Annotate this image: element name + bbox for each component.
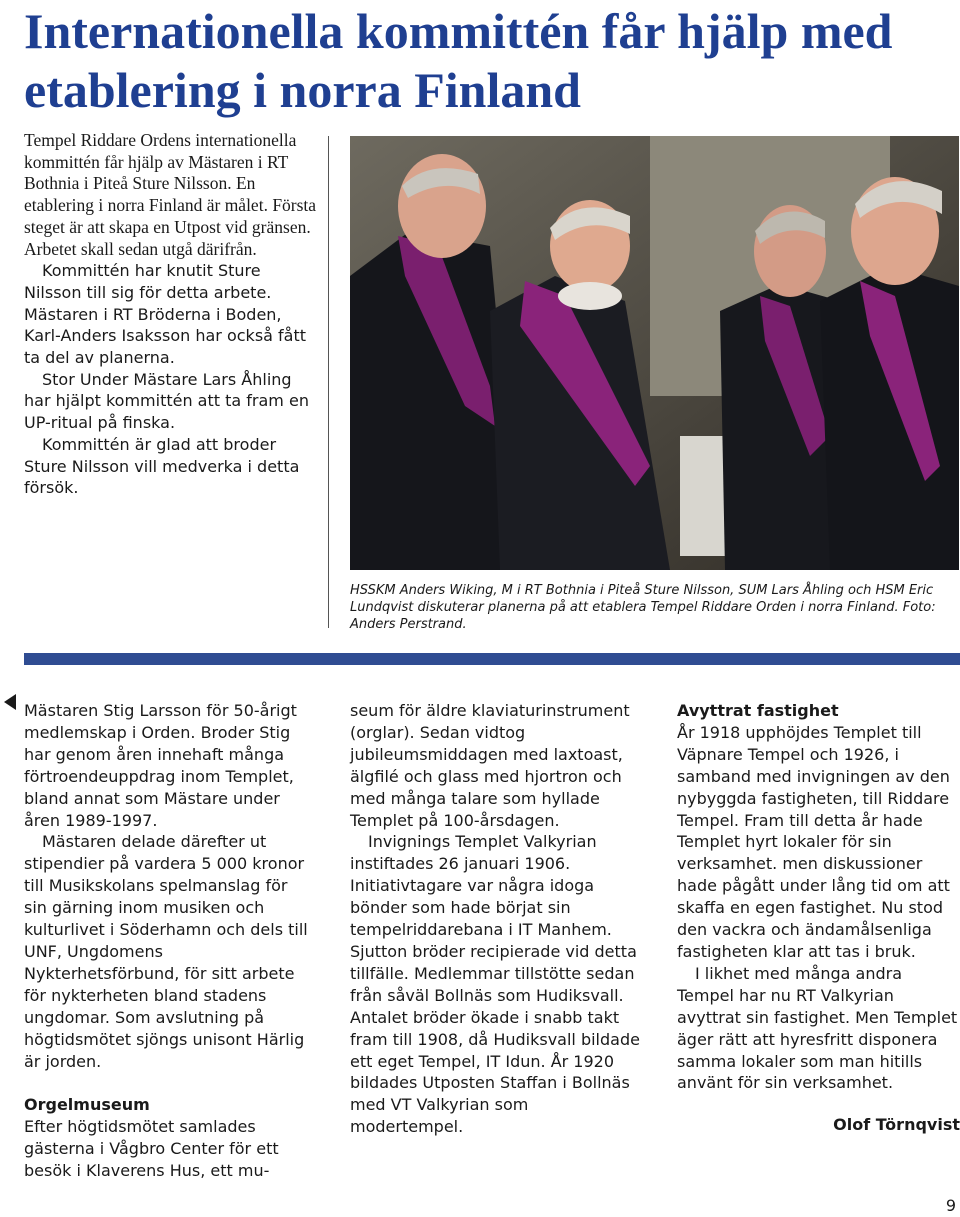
intro-paragraph-1: Tempel Riddare Ordens internationella kommittén får hjälp av Mästaren i RT Bothnia i Piteå Sture Nilsson. En etablering i norra Finland är målet. Första steget är att skapa en Utpost vid gränsen. Arbetet skall sedan utgå därifrån. [24,130,317,259]
headline: Internationella kommittén får hjälp med etablering i norra Finland [24,3,893,118]
col3-paragraph-2: I likhet med många andra Tempel har nu RT Valkyrian avyttrat sin fastighet. Men Templet äger rätt att hyresfritt disponera samma lokaler som man hitills använt för sin verksamhet. [677,963,958,1093]
col1-paragraph-1: Mästaren Stig Larsson för 50-årigt medlemskap i Orden. Broder Stig har genom åren innehaft många förtroendeuppdrag inom Templet, bland annat som Mästare under åren 1989-1997. [24,701,297,830]
column-divider [328,136,329,628]
col3-paragraph-1: År 1918 upphöjdes Templet till Väpnare Tempel och 1926, i samband med invigningen av den nybyggda fastigheten, till Riddare Tempel. Fram till detta år hade Templet hyrt lokaler för sin verksamhet. men diskussioner hade pågått under lång tid om att skaffa en egen fastighet. Nu stod den vackra och ändamålsenliga fastigheten klar att tas i bruk. [677,722,950,961]
photo-caption: HSSKM Anders Wiking, M i RT Bothnia i Piteå Sture Nilsson, SUM Lars Åhling och HSM Eric Lundqvist diskuterar planerna på att etablera Tempel Riddare Orden i norra Finland. Foto: Anders Perstrand. [350,583,936,632]
page-number: 9 [945,1196,956,1215]
photo-illustration [350,136,959,570]
col1-paragraph-2: Mästaren delade därefter ut stipendier på vardera 5 000 kronor till Musikskolans spelmanslag för sin gärning inom musiken och kulturlivet i Söderhamn och dels till UNF, Ungdomens Nykterhetsförbund, för sitt arbete för nykterheten bland stadens ungdomar. Som avslutning på högtidsmötet sjöngs unisont Härlig är jorden. [24,832,308,1071]
orgelmuseum-heading: Orgelmuseum [24,1095,150,1115]
col2-paragraph-1: seum för äldre klaviaturinstrument (orglar). Sedan vidtog jubileumsmiddagen med laxtoast, älgfilé och glass med hjortron och med många talare som hyllade Templet på 100-årsdagen. [350,701,630,830]
article-column-1 [24,700,314,1182]
article-column-3 [677,700,960,1136]
col1-paragraph-3: Efter högtidsmötet samlades gästerna i Vågbro Center för ett besök i Klaverens Hus, ett mu- [24,1117,279,1181]
photo-four-men [350,136,959,570]
avyttrat-fastighet-heading: Avyttrat fastighet [677,701,839,720]
left-arrow-icon [4,694,16,710]
author-signature: Olof Törnqvist [833,1115,960,1135]
intro-paragraph-4: Kommittén är glad att broder Sture Nilsson vill medverka i detta försök. [24,434,300,498]
intro-paragraph-2: Kommittén har knutit Sture Nilsson till sig för detta arbete. Mästaren i RT Bröderna i Boden, Karl-Anders Isaksson har också fått ta del av planerna. [24,261,307,368]
article-column-2 [350,700,640,1138]
intro-paragraph-3: Stor Under Mästare Lars Åhling har hjälpt kommittén att ta fram en UP-ritual på finska. [24,369,309,433]
col2-paragraph-2: Invignings Templet Valkyrian instiftades 26 januari 1906. Initiativtagare var några idoga bönder som hade börjat sin tempelriddarebana i IT Manhem. Sjutton bröder recipierade vid detta tillfälle. Medlemmar tillstötte sedan från såväl Bollnäs som Hudiksvall. Antalet bröder ökade i snabb takt fram till 1908, då Hudiksvall bildade ett eget Tempel, IT Idun. År 1920 bildades Utposten Staffan i Bollnäs med VT Valkyrian som modertempel. [350,832,640,1137]
intro-column [24,130,319,499]
section-divider-bar [24,653,960,665]
